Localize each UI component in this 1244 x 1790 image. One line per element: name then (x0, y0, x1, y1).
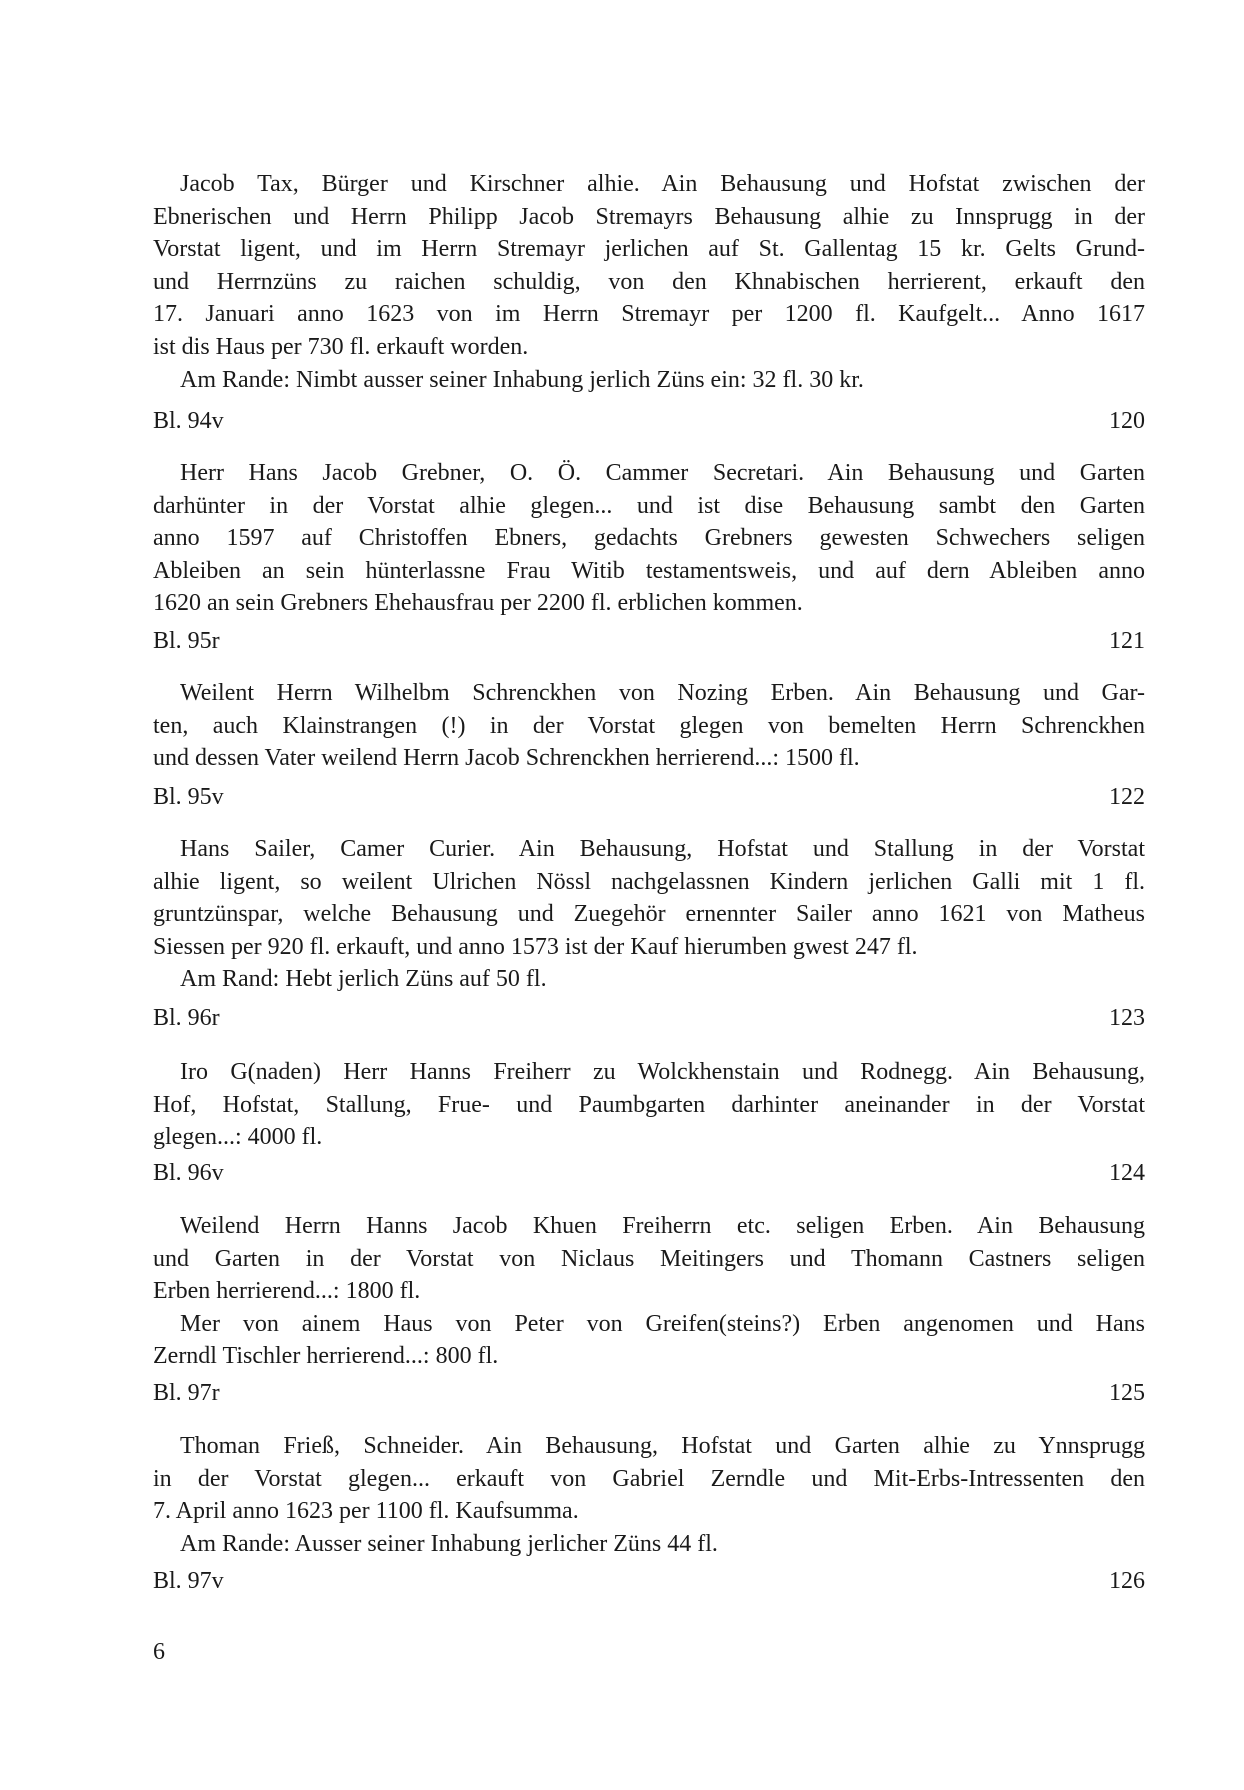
entry-text (153, 457, 1145, 620)
text-line: 17. Januari anno 1623 von im Herrn Stremayr per 1200 fl. Kaufgelt... Anno 1617 (153, 301, 1145, 328)
text-line: Hans Sailer, Camer Curier. Ain Behausung, Hofstat und Stallung in der Vorstat (180, 836, 1145, 862)
entry-text (153, 833, 1145, 996)
folio-ref: Bl. 96r (153, 1005, 220, 1031)
folio-ref: Bl. 94v (153, 408, 224, 434)
entry-number: 126 (1109, 1568, 1145, 1594)
text-line: alhie ligent, so weilent Ulrichen Nössl nachgelassnen Kindern jerlichen Galli mit 1 fl. (153, 868, 1145, 895)
text-line: und dessen Vater weilend Herrn Jacob Schrenckhen herrierend...: 1500 fl. (153, 745, 860, 772)
text-line: gruntzünspar, welche Behausung und Zuegehör ernennter Sailer anno 1621 von Matheus (153, 901, 1145, 928)
folio-ref: Bl. 95r (153, 628, 220, 654)
margin-note: Am Rande: Ausser seiner Inhabung jerlicher Züns 44 fl. (180, 1530, 718, 1557)
text-line: Erben herrierend...: 1800 fl. (153, 1278, 421, 1305)
text-line: anno 1597 auf Christoffen Ebners, gedachts Grebners gewesten Schwechers seligen (153, 525, 1145, 552)
folio-ref: Bl. 96v (153, 1160, 224, 1186)
entry-text (153, 168, 1145, 396)
entry-text (153, 677, 1145, 775)
margin-note: Mer von ainem Haus von Peter von Greifen(steins?) Erben angenomen und Hans (180, 1310, 1145, 1337)
text-line: Ableiben an sein hünterlassne Frau Witib testamentsweis, und auf dern Ableiben anno (153, 557, 1145, 584)
text-line: Weilend Herrn Hanns Jacob Khuen Freiherrn etc. seligen Erben. Ain Behausung (180, 1213, 1145, 1239)
text-line: Ebnerischen und Herrn Philipp Jacob Stremayrs Behausung alhie zu Innsprugg in der (153, 203, 1145, 230)
text-line: ten, auch Klainstrangen (!) in der Vorstat glegen von bemelten Herrn Schrenckhen (153, 712, 1145, 739)
entry-number: 122 (1109, 784, 1145, 810)
entry-number: 123 (1109, 1005, 1145, 1031)
text-line: glegen...: 4000 fl. (153, 1124, 323, 1151)
folio-ref: Bl. 97r (153, 1380, 220, 1406)
text-line: Iro G(naden) Herr Hanns Freiherr zu Wolckhenstain und Rodnegg. Ain Behausung, (180, 1059, 1145, 1085)
text-line: Herr Hans Jacob Grebner, O. Ö. Cammer Secretari. Ain Behausung und Garten (180, 460, 1145, 486)
text-line: ist dis Haus per 730 fl. erkauft worden. (153, 333, 529, 360)
text-line: in der Vorstat glegen... erkauft von Gabriel Zerndle und Mit-Erbs-Intressenten den (153, 1465, 1145, 1492)
entry-text (153, 1430, 1145, 1560)
entry-text (153, 1210, 1145, 1373)
text-line: Weilent Herrn Wilhelbm Schrenckhen von Nozing Erben. Ain Behausung und Gar- (180, 680, 1145, 706)
text-line: Thoman Frieß, Schneider. Ain Behausung, Hofstat und Garten alhie zu Ynnsprugg (180, 1433, 1145, 1459)
entry-number: 120 (1109, 408, 1145, 434)
page-number: 6 (153, 1639, 165, 1665)
entry-number: 124 (1109, 1160, 1145, 1186)
text-line: und Garten in der Vorstat von Niclaus Meitingers und Thomann Castners seligen (153, 1245, 1145, 1272)
text-line: Vorstat ligent, und im Herrn Stremayr jerlichen auf St. Gallentag 15 kr. Gelts Grund- (153, 236, 1145, 263)
entry-number: 125 (1109, 1380, 1145, 1406)
entry-number: 121 (1109, 628, 1145, 654)
margin-note: Am Rande: Nimbt ausser seiner Inhabung jerlich Züns ein: 32 fl. 30 kr. (180, 366, 864, 393)
text-line: Siessen per 920 fl. erkauft, und anno 1573 ist der Kauf hierumben gwest 247 fl. (153, 933, 918, 960)
text-line: 7. April anno 1623 per 1100 fl. Kaufsumma. (153, 1498, 579, 1525)
text-line: Hof, Hofstat, Stallung, Frue- und Paumbgarten darhinter aneinander in der Vorstat (153, 1091, 1145, 1118)
text-line: und Herrnzüns zu raichen schuldig, von den Khnabischen herrierent, erkauft den (153, 268, 1145, 295)
text-line: 1620 an sein Grebners Ehehausfrau per 2200 fl. erblichen kommen. (153, 590, 803, 617)
text-line: darhünter in der Vorstat alhie glegen... und ist dise Behausung sambt den Garten (153, 492, 1145, 519)
entry-text (153, 1056, 1145, 1154)
text-line: Jacob Tax, Bürger und Kirschner alhie. Ain Behausung und Hofstat zwischen der (180, 171, 1145, 197)
margin-note: Am Rand: Hebt jerlich Züns auf 50 fl. (180, 966, 547, 993)
folio-ref: Bl. 95v (153, 784, 224, 810)
margin-note: Zerndl Tischler herrierend...: 800 fl. (153, 1343, 499, 1370)
folio-ref: Bl. 97v (153, 1568, 224, 1594)
